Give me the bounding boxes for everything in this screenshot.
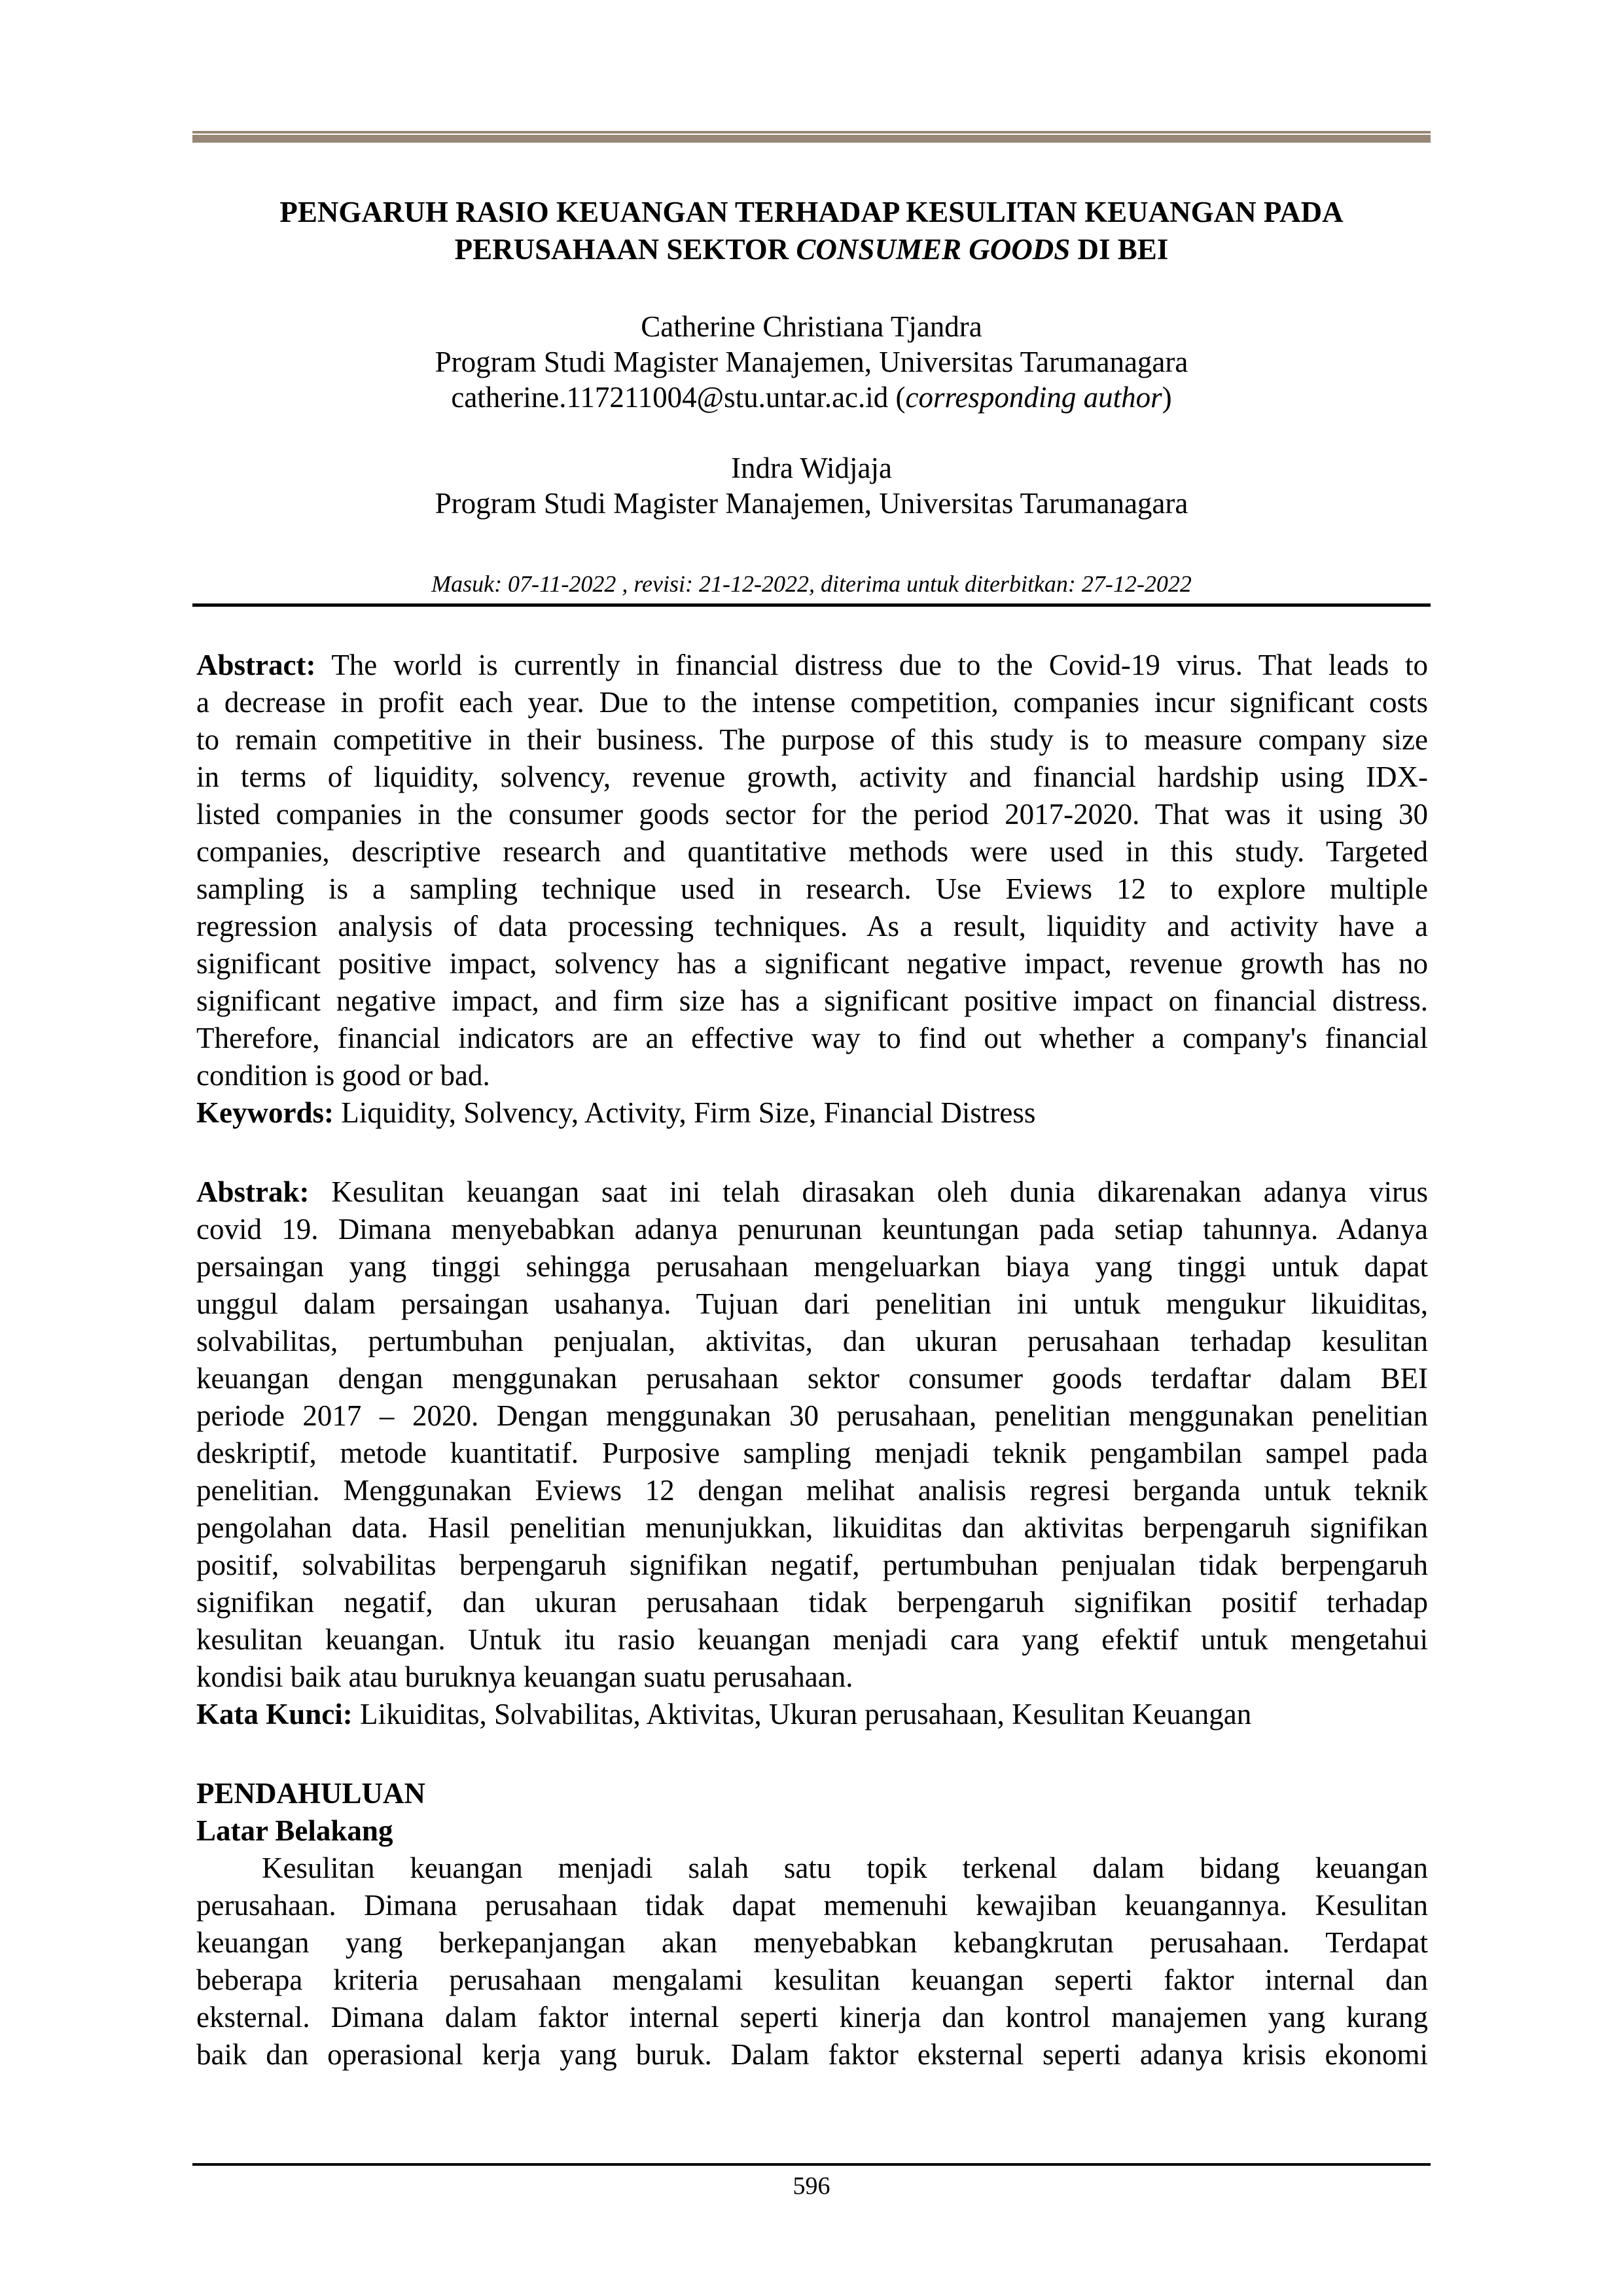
abstract-text: The world is currently in financial distress due to the Covid-19 virus. That leads to <box>315 649 1428 681</box>
abstract-indonesian <box>196 1174 1428 1733</box>
title-line-1: PENGARUH RASIO KEUANGAN TERHADAP KESULITAN KEUANGAN PADA <box>279 196 1344 228</box>
abstract-line: Therefore, financial indicators are an effective way to find out whether a company's financial <box>196 1022 1428 1054</box>
abstract-line: condition is good or bad. <box>196 1059 490 1092</box>
abstract-line: a decrease in profit each year. Due to the intense competition, companies incur significant costs <box>196 686 1428 719</box>
abstrak-line: pengolahan data. Hasil penelitian menunjukkan, likuiditas dan aktivitas berpengaruh signifikan <box>196 1511 1428 1544</box>
abstract-line: regression analysis of data processing techniques. As a result, liquidity and activity have a <box>196 910 1428 942</box>
paragraph-line: eksternal. Dimana dalam faktor internal seperti kinerja dan kontrol manajemen yang kurang <box>196 2001 1428 2034</box>
abstract-line: to remain competitive in their business. The purpose of this study is to measure company size <box>196 723 1428 756</box>
header-bar-thick <box>192 135 1431 143</box>
email-note-open: ( <box>888 381 906 414</box>
paragraph-line: keuangan yang berkepanjangan akan menyebabkan kebangkrutan perusahaan. Terdapat <box>196 1926 1428 1959</box>
submission-dates: Masuk: 07-11-2022 , revisi: 21-12-2022, diterima untuk diterbitkan: 27-12-2022 <box>431 571 1192 597</box>
subsection-heading: Latar Belakang <box>196 1814 393 1847</box>
paper-title <box>192 194 1431 268</box>
abstract-line: companies, descriptive research and quantitative methods were used in this study. Targeted <box>196 835 1428 868</box>
abstrak-line: keuangan dengan menggunakan perusahaan sektor consumer goods terdaftar dalam BEI <box>196 1362 1428 1395</box>
author-1-name: Catherine Christiana Tjandra <box>641 310 982 343</box>
abstract-english <box>196 647 1428 1132</box>
header-bar-thin <box>192 131 1431 134</box>
abstract-line: significant negative impact, and firm size has a significant positive impact on financial distress. <box>196 984 1428 1017</box>
kata-kunci-line <box>196 1696 1428 1733</box>
email-note-close: ) <box>1162 381 1172 414</box>
keywords-text: Liquidity, Solvency, Activity, Firm Size, Financial Distress <box>333 1096 1036 1129</box>
paragraph-line: beberapa kriteria perusahaan mengalami kesulitan keuangan seperti faktor internal dan <box>196 1964 1428 1996</box>
paragraph-line: Kesulitan keuangan menjadi salah satu topik terkenal dalam bidang keuangan <box>262 1852 1428 1884</box>
abstrak-line: unggul dalam persaingan usahanya. Tujuan dari penelitian ini untuk mengukur likuiditas, <box>196 1287 1428 1320</box>
abstrak-line: kondisi baik atau buruknya keuangan suatu perusahaan. <box>196 1660 853 1693</box>
abstrak-line: periode 2017 – 2020. Dengan menggunakan 30 perusahaan, penelitian menggunakan penelitian <box>196 1399 1428 1432</box>
abstrak-line: deskriptif, metode kuantitatif. Purposive sampling menjadi teknik pengambilan sampel pada <box>196 1437 1428 1469</box>
paragraph-line: perusahaan. Dimana perusahaan tidak dapat memenuhi kewajiban keuangannya. Kesulitan <box>196 1889 1428 1922</box>
section-heading: PENDAHULUAN <box>196 1777 426 1810</box>
corresponding-author-note: corresponding author <box>905 381 1162 414</box>
abstract-line: in terms of liquidity, solvency, revenue growth, activity and financial hardship using IDX- <box>196 761 1428 793</box>
abstrak-text: Kesulitan keuangan saat ini telah dirasakan oleh dunia dikarenakan adanya virus <box>309 1175 1428 1208</box>
kata-kunci-text: Likuiditas, Solvabilitas, Aktivitas, Ukuran perusahaan, Kesulitan Keuangan <box>352 1698 1252 1731</box>
abstrak-line: solvabilitas, pertumbuhan penjualan, aktivitas, dan ukuran perusahaan terhadap kesulitan <box>196 1325 1428 1357</box>
footer-rule <box>192 2163 1431 2166</box>
keywords-line <box>196 1094 1428 1132</box>
author-2-affiliation: Program Studi Magister Manajemen, Universitas Tarumanagara <box>435 487 1188 520</box>
abstrak-line: persaingan yang tinggi sehingga perusahaan mengeluarkan biaya yang tinggi untuk dapat <box>196 1250 1428 1283</box>
section-pendahuluan <box>196 1775 1428 2073</box>
abstract-line: significant positive impact, solvency has a significant negative impact, revenue growth has no <box>196 947 1428 980</box>
paragraph-line: baik dan operasional kerja yang buruk. Dalam faktor eksternal seperti adanya krisis ekonomi <box>196 2038 1428 2071</box>
abstract-line: sampling is a sampling technique used in research. Use Eviews 12 to explore multiple <box>196 872 1428 905</box>
abstrak-line: covid 19. Dimana menyebabkan adanya penurunan keuntungan pada setiap tahunnya. Adanya <box>196 1213 1428 1246</box>
kata-kunci-label: Kata Kunci: <box>196 1698 353 1731</box>
page-number: 596 <box>793 2172 830 2200</box>
abstrak-line: penelitian. Menggunakan Eviews 12 dengan melihat analisis regresi berganda untuk teknik <box>196 1474 1428 1507</box>
abstract-line: listed companies in the consumer goods sector for the period 2017-2020. That was it using 30 <box>196 798 1428 831</box>
author-block <box>192 309 1431 521</box>
author-2-name: Indra Widjaja <box>730 452 892 484</box>
title-line-2-prefix: PERUSAHAAN SEKTOR <box>454 233 796 266</box>
abstrak-line: kesulitan keuangan. Untuk itu rasio keuangan menjadi cara yang efektif untuk mengetahui <box>196 1623 1428 1656</box>
title-line-2-italic: CONSUMER GOODS <box>796 233 1071 266</box>
abstract-label: Abstract: <box>196 649 316 681</box>
keywords-label: Keywords: <box>196 1096 334 1129</box>
abstrak-line <box>196 1174 1428 1211</box>
author-1-email[interactable]: catherine.117211004@stu.untar.ac.id <box>451 381 889 414</box>
title-line-2-suffix: DI BEI <box>1070 233 1169 266</box>
abstrak-label: Abstrak: <box>196 1175 310 1208</box>
author-1-affiliation: Program Studi Magister Manajemen, Universitas Tarumanagara <box>435 346 1188 378</box>
title-line-2 <box>192 231 1431 268</box>
abstrak-line: positif, solvabilitas berpengaruh signifikan negatif, pertumbuhan penjualan tidak berpengaruh <box>196 1549 1428 1581</box>
header-rule <box>192 603 1431 607</box>
abstrak-line: signifikan negatif, dan ukuran perusahaan tidak berpengaruh signifikan positif terhadap <box>196 1586 1428 1619</box>
abstract-line <box>196 647 1428 684</box>
author-1-email-line <box>192 380 1431 415</box>
